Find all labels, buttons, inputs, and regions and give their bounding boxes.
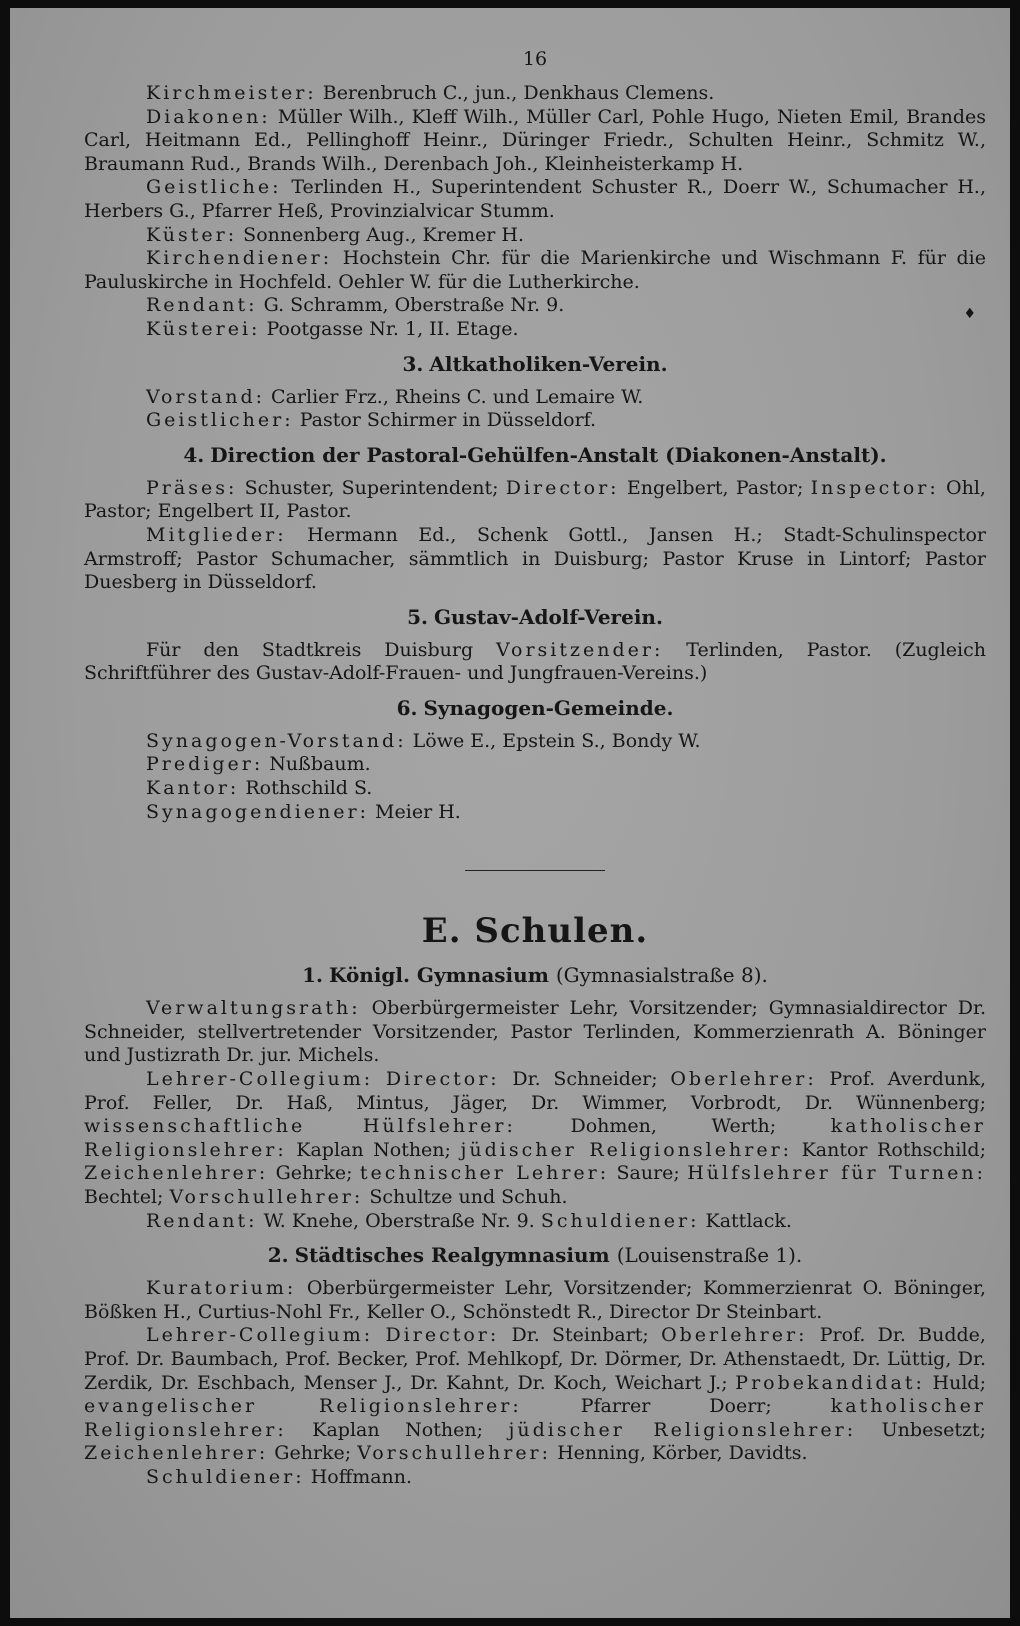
entry-text: Kantor Rothschild; xyxy=(792,1138,986,1161)
verwaltungsrath-entry xyxy=(84,997,986,1068)
kuratorium-entry xyxy=(84,1277,986,1324)
entry-text: Schuster, Superintendent; xyxy=(237,476,506,499)
entry-label: Kantor: xyxy=(146,777,240,800)
synagogen-vorstand-entry xyxy=(84,730,986,754)
entry-text: Engelbert, Pastor; xyxy=(619,476,811,499)
entry-label: Synagogendiener: xyxy=(146,800,370,823)
entry-label: Director: xyxy=(385,1324,500,1347)
entry-text: Bechtel; xyxy=(84,1186,170,1208)
entry-label: katholischer Religionslehrer: xyxy=(84,1395,986,1441)
section-heading xyxy=(84,443,986,467)
entry-label: Zeichenlehrer: xyxy=(84,1162,269,1185)
entry-label: Geistlicher: xyxy=(146,409,294,432)
section-title: Gustav-Adolf-Verein. xyxy=(433,604,663,629)
entry-label: Director: xyxy=(385,1068,500,1091)
entry-label: Oberlehrer: xyxy=(661,1324,808,1347)
section-divider xyxy=(465,870,605,871)
entry-label: Oberlehrer: xyxy=(670,1068,817,1091)
entry-text: Unbesetzt; xyxy=(856,1418,986,1441)
entry-text: Prof. Dr. Budde, Prof. Dr. Baumbach, Prof. Becker, Prof. Mehlkopf, Dr. Dörmer, Dr. Athenstaedt, Dr. Lüttig, Dr. Zerdik, Dr. Eschbach, Menser J., Dr. Kahnt, Dr. Koch, Weichart J.; xyxy=(84,1324,986,1394)
church-officials-block xyxy=(84,82,986,342)
entry-label: Vorsitzender: xyxy=(496,638,664,661)
entry-label: wissenschaftliche Hülfslehrer: xyxy=(84,1115,516,1138)
entry-text: Henning, Körber, Davidts. xyxy=(551,1442,808,1465)
entry-label: Verwaltungsrath: xyxy=(146,997,361,1020)
section-title: Synagogen-Gemeinde. xyxy=(423,695,674,720)
entry-label: Küster: xyxy=(146,223,238,246)
entry-text: Löwe E., Epstein S., Bondy W. xyxy=(406,729,701,752)
rendant-schuldiener-entry xyxy=(84,1210,986,1234)
entry-text: Kattlack. xyxy=(699,1209,792,1232)
entry-label: jüdischer Religionslehrer: xyxy=(460,1138,793,1161)
vorsitzender-entry xyxy=(84,639,986,686)
section-gymnasium xyxy=(84,963,986,1233)
section-number: 5. xyxy=(407,604,428,629)
entry-label: Synagogen-Vorstand: xyxy=(146,729,407,752)
entry-label: Schuldiener: xyxy=(146,1465,305,1488)
entry-text: Gehrke; xyxy=(268,1442,358,1465)
section-number: 4. xyxy=(183,442,205,467)
entry-text: Pootgasse Nr. 1, II. Etage. xyxy=(260,317,519,340)
schuldiener-entry xyxy=(84,1466,986,1490)
entry-label: Rendant: xyxy=(146,1209,258,1232)
entry-text: Schultze und Schuh. xyxy=(363,1186,568,1208)
entry-text: Ohl, Pastor; Engelbert II, Pastor. xyxy=(84,476,986,523)
entry-label: evangelischer Religionslehrer: xyxy=(84,1395,522,1418)
prediger-entry xyxy=(84,753,986,777)
section-address: (Gymnasialstraße 8). xyxy=(555,963,768,988)
praeses-entry xyxy=(84,477,986,524)
entry-text: Prof. Averdunk, Prof. Feller, Dr. Haß, Mintus, Jäger, Dr. Wimmer, Vorbrodt, Dr. Wünnenberg; xyxy=(84,1068,986,1114)
entry-text: Kaplan Nothen; xyxy=(286,1138,461,1161)
entry-text: Oberbürgermeister Lehr, Vorsitzender; Kommerzienrat O. Böninger, Bößken H., Curtius-Nohl Fr., Keller O., Schönstedt R., Director Dr Steinbart. xyxy=(84,1277,986,1323)
section-heading xyxy=(84,605,986,629)
entry-label: Schuldiener: xyxy=(540,1209,700,1232)
section-number: 2. xyxy=(267,1243,289,1268)
section-number: 6. xyxy=(396,695,418,720)
section-pastoral-anstalt xyxy=(84,443,986,595)
entry-label: Zeichenlehrer: xyxy=(84,1442,269,1465)
entry-label: jüdischer Religionslehrer: xyxy=(508,1418,857,1441)
margin-mark: ♦ xyxy=(963,306,976,322)
synagogendiener-entry xyxy=(84,801,986,825)
section-synagogen xyxy=(84,696,986,824)
page-number: 16 xyxy=(522,48,548,70)
entry-text: Terlinden, Pastor. (Zugleich Schriftführer des Gustav-Adolf-Frauen- und Jungfrauen-Vereins.) xyxy=(84,638,986,685)
entry-text: Kaplan Nothen; xyxy=(286,1418,509,1441)
entry-text: W. Knehe, Oberstraße Nr. 9. xyxy=(257,1209,541,1232)
geistliche-entry xyxy=(84,176,986,223)
entry-text: Oberbürgermeister Lehr, Vorsitzender; Gymnasialdirector Dr. Schneider, stellvertretender Vorsitzender, Pastor Terlinden, Kommerzienrath A. Böninger und Justizrath Dr. jur. Michels. xyxy=(84,997,986,1067)
entry-label: katholischer Religionslehrer: xyxy=(84,1115,986,1161)
section-number: 1. xyxy=(302,963,323,988)
section-gustav-adolf xyxy=(84,605,986,686)
entry-label: Mitglieder: xyxy=(146,523,287,546)
entry-label: Diakonen: xyxy=(146,105,271,128)
entry-text: Rothschild S. xyxy=(239,777,373,800)
lehrer-collegium-entry xyxy=(84,1068,986,1210)
entry-label: Director: xyxy=(505,476,620,499)
section-title: Städtisches Realgymnasium xyxy=(294,1243,610,1268)
lehrer-collegium-entry xyxy=(84,1324,986,1466)
kuesterei-entry xyxy=(84,318,986,342)
entry-label: Lehrer-Collegium: xyxy=(146,1324,374,1347)
entry-label: Kirchendiener: xyxy=(146,247,333,270)
entry-text: Saure; xyxy=(609,1162,688,1185)
entry-text: Für den Stadtkreis Duisburg xyxy=(146,638,497,661)
entry-label: Vorschullehrer: xyxy=(357,1442,552,1465)
rendant-entry xyxy=(84,294,986,318)
section-number: 3. xyxy=(402,351,424,376)
entry-text: Hoffmann. xyxy=(304,1465,413,1488)
entry-label: Probekandidat: xyxy=(735,1371,925,1394)
entry-text: Carlier Frz., Rheins C. und Lemaire W. xyxy=(265,385,644,408)
entry-label: Präses: xyxy=(146,476,238,499)
entry-label: Küsterei: xyxy=(146,317,261,340)
entry-label: Kuratorium: xyxy=(146,1277,297,1300)
section-altkatholiken xyxy=(84,352,986,433)
entry-label: Rendant: xyxy=(146,294,258,317)
entry-text: Pfarrer Doerr; xyxy=(521,1395,831,1418)
entry-text: Pastor Schirmer in Düsseldorf. xyxy=(293,409,597,432)
diakonen-entry xyxy=(84,106,986,177)
section-heading xyxy=(84,1243,986,1267)
entry-label: Inspector: xyxy=(810,476,939,499)
entry-text: Nußbaum. xyxy=(263,753,371,776)
chapter-title: E. Schulen. xyxy=(421,911,649,952)
entry-label: technischer Lehrer: xyxy=(359,1162,610,1185)
entry-text: Müller Wilh., Kleff Wilh., Müller Carl, Pohle Hugo, Nieten Emil, Brandes Carl, Heitmann Ed., Pellinghoff Heinr., Düringer Friedr., Schulten Heinr., Schmitz W., Braumann Rud., Brands Wilh., Derenbach Joh., Kleinheisterkamp H. xyxy=(84,105,986,175)
section-heading xyxy=(84,352,986,376)
section-address: (Louisenstraße 1). xyxy=(616,1243,803,1268)
section-heading xyxy=(84,963,986,987)
entry-text: Meier H. xyxy=(369,800,461,823)
kuester-entry xyxy=(84,224,986,248)
entry-label: Hülfslehrer für Turnen: xyxy=(687,1162,986,1185)
scanned-page xyxy=(10,8,1010,1618)
entry-label: Geistliche: xyxy=(146,176,282,199)
entry-text: Huld; xyxy=(924,1371,986,1394)
entry-label: Prediger: xyxy=(146,753,264,776)
entry-label: Vorstand: xyxy=(146,385,266,408)
entry-label: Vorschullehrer: xyxy=(169,1186,364,1208)
section-heading xyxy=(84,696,986,720)
section-realgymnasium xyxy=(84,1243,986,1489)
geistlicher-entry xyxy=(84,409,986,433)
entry-text: G. Schramm, Oberstraße Nr. 9. xyxy=(257,294,565,317)
entry-label: Lehrer-Collegium: xyxy=(146,1068,374,1091)
section-title: Königl. Gymnasium xyxy=(329,963,549,988)
entry-text: Dr. Schneider; xyxy=(499,1068,671,1091)
entry-text: Sonnenberg Aug., Kremer H. xyxy=(237,223,525,246)
entry-text: Terlinden H., Superintendent Schuster R., Doerr W., Schumacher H., Herbers G., Pfarrer Heß, Provinzialvicar Stumm. xyxy=(84,176,986,222)
section-title: Altkatholiken-Verein. xyxy=(429,351,668,376)
entry-text: Berenbruch C., jun., Denkhaus Clemens. xyxy=(316,82,715,104)
entry-text: Hochstein Chr. für die Marienkirche und Wischmann F. für die Pauluskirche in Hochfeld. Oehler W. für die Lutherkirche. xyxy=(84,247,986,293)
entry-label: Kirchmeister: xyxy=(146,82,317,104)
mitglieder-entry xyxy=(84,524,986,595)
vorstand-entry xyxy=(84,386,986,410)
kirchendiener-entry xyxy=(84,247,986,294)
entry-text: Dr. Steinbart; xyxy=(499,1324,662,1347)
kirchmeister-entry xyxy=(84,82,986,106)
entry-text: Hermann Ed., Schenk Gottl., Jansen H.; Stadt-Schulinspector Armstroff; Pastor Schumacher, sämmtlich in Duisburg; Pastor Kruse in Lintorf; Pastor Duesberg in Düsseldorf. xyxy=(84,523,986,594)
section-title: Direction der Pastoral-Gehülfen-Anstalt (Diakonen-Anstalt). xyxy=(210,442,887,467)
kantor-entry xyxy=(84,777,986,801)
entry-text: Gehrke; xyxy=(268,1162,360,1185)
entry-text: Dohmen, Werth; xyxy=(515,1115,831,1138)
